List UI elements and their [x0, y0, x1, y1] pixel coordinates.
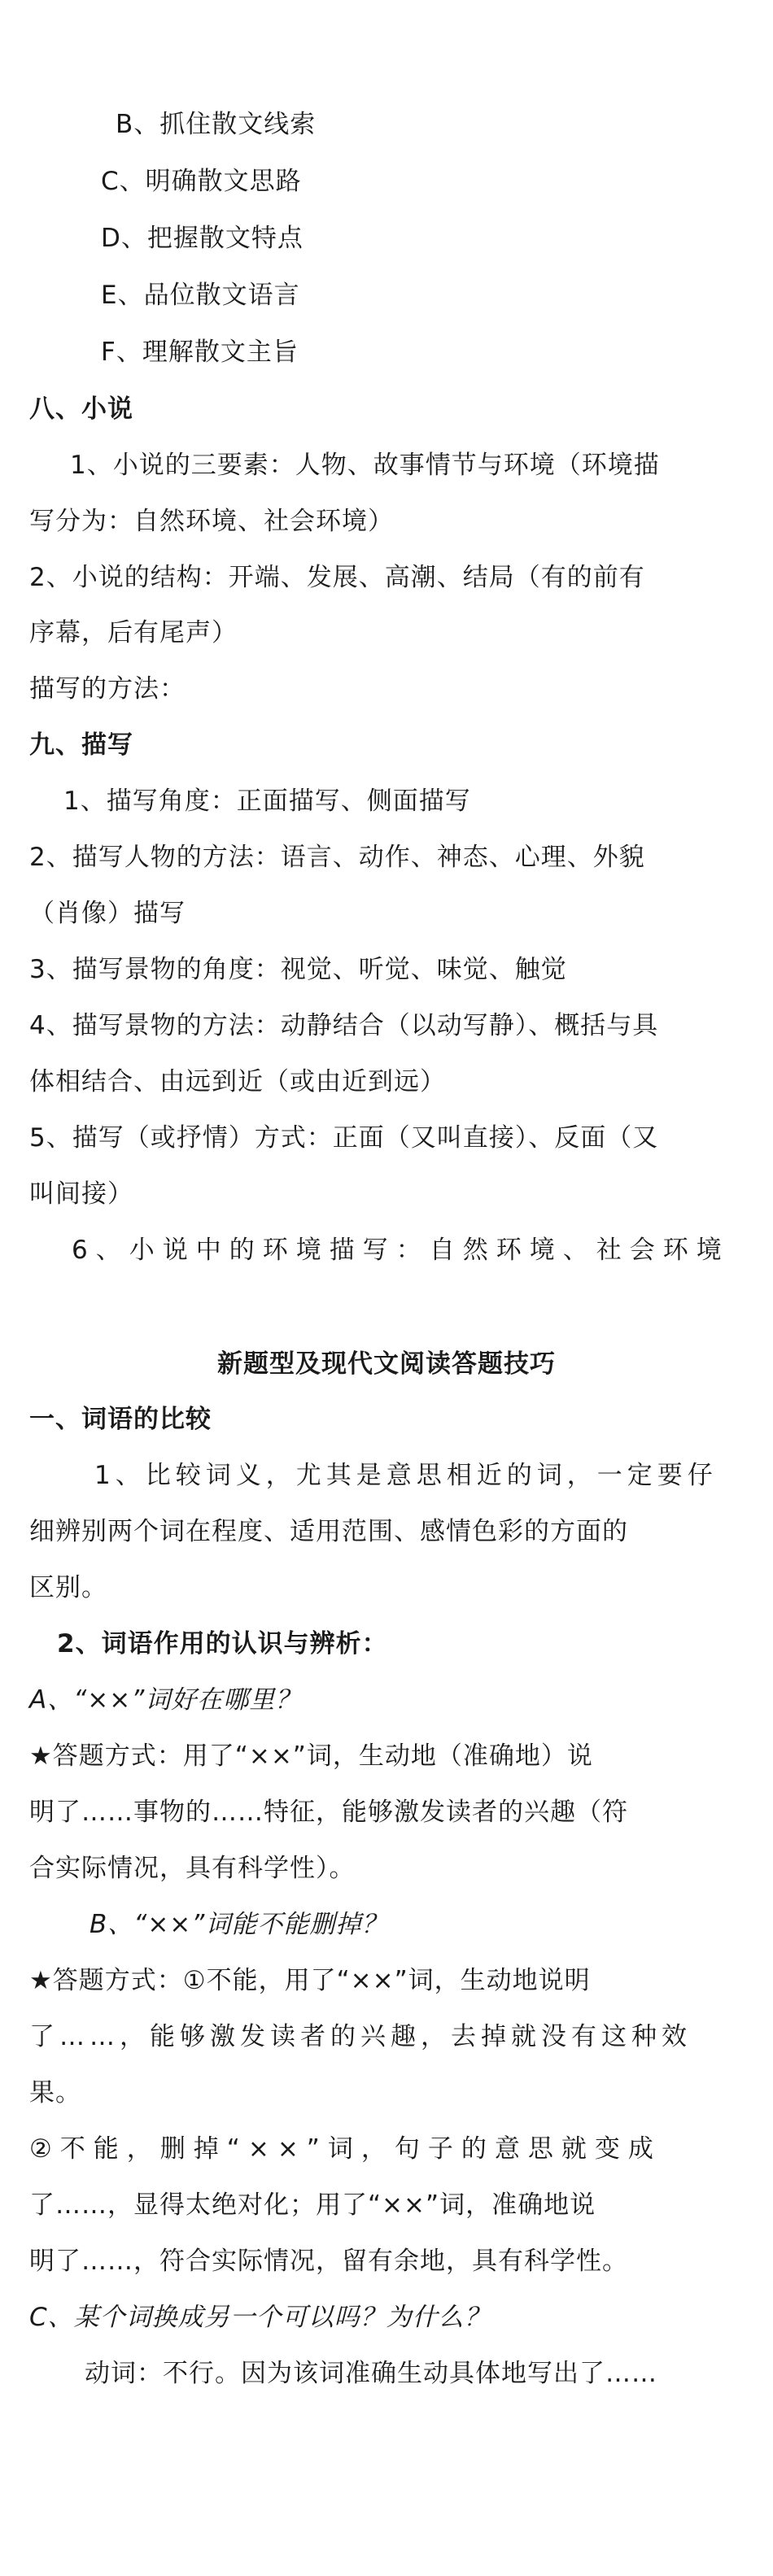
question-a: A、“××”词好在哪里？ — [29, 1685, 302, 1715]
paragraph-line: 体相结合、由远到近（或由近到远） — [29, 1067, 446, 1096]
section-heading-novel: 八、小说 — [29, 394, 133, 424]
paragraph-line: 果。 — [29, 2078, 81, 2107]
paragraph-line: 合实际情况，具有科学性）。 — [29, 1854, 356, 1883]
paragraph-line: 1、描写角度：正面描写、侧面描写 — [63, 787, 471, 816]
subheading-word-function: 2、词语作用的认识与辨析： — [57, 1629, 388, 1658]
option-f: F、理解散文主旨 — [101, 338, 299, 367]
paragraph-line: 了……，显得太绝对化；用了“××”词，准确地说 — [29, 2190, 596, 2220]
paragraph-line: 明了……事物的……特征，能够激发读者的兴趣（符 — [29, 1798, 628, 1827]
option-c: C、明确散文思路 — [101, 167, 302, 196]
option-d: D、把握散文特点 — [101, 224, 304, 253]
option-e: E、品位散文语言 — [101, 281, 300, 310]
paragraph-line: 5、描写（或抒情）方式：正面（又叫直接）、反面（又 — [29, 1123, 659, 1153]
paragraph-line: ★答题方式：用了“××”词，生动地（准确地）说 — [29, 1741, 593, 1771]
paragraph-line: （肖像）描写 — [29, 899, 186, 928]
paragraph-line: ②不能，删掉“××”词，句子的意思就变成 — [29, 2134, 662, 2164]
paragraph-line: 写分为：自然环境、社会环境） — [29, 507, 394, 536]
paragraph-line: 3、描写景物的角度：视觉、听觉、味觉、触觉 — [29, 955, 567, 984]
paragraph-line: 了……，能够激发读者的兴趣，去掉就没有这种效 — [29, 2022, 692, 2051]
option-b: B、抓住散文线索 — [116, 110, 317, 139]
paragraph-line: 1、小说的三要素：人物、故事情节与环境（环境描 — [70, 451, 660, 480]
paragraph-line: 描写的方法： — [29, 674, 186, 704]
paragraph-line: 6、小说中的环境描写：自然环境、社会环境 — [72, 1236, 730, 1265]
paragraph-line: 动词：不行。因为该词准确生动具体地写出了…… — [85, 2359, 657, 2388]
paragraph-line: 叫间接） — [29, 1179, 133, 1209]
question-c: C、某个词换成另一个可以吗？为什么？ — [29, 2303, 491, 2332]
section-heading-description: 九、描写 — [29, 730, 133, 760]
section-heading-word-comparison: 一、词语的比较 — [29, 1405, 212, 1434]
paragraph-line: 1、比较词义，尤其是意思相近的词，一定要仔 — [94, 1461, 718, 1490]
paragraph-line: 2、小说的结构：开端、发展、高潮、结局（有的前有 — [29, 563, 645, 592]
question-b: B、“××”词能不能删掉？ — [90, 1910, 388, 1939]
paragraph-line: 2、描写人物的方法：语言、动作、神态、心理、外貌 — [29, 843, 645, 872]
paragraph-line: 区别。 — [29, 1573, 107, 1602]
paragraph-line: 序幕，后有尾声） — [29, 618, 238, 647]
paragraph-line: 明了……，符合实际情况，留有余地，具有科学性。 — [29, 2247, 628, 2276]
paragraph-line: ★答题方式：①不能，用了“××”词，生动地说明 — [29, 1966, 591, 1995]
page-title: 新题型及现代文阅读答题技巧 — [217, 1349, 556, 1379]
paragraph-line: 4、描写景物的方法：动静结合（以动写静）、概括与具 — [29, 1011, 659, 1040]
paragraph-line: 细辨别两个词在程度、适用范围、感情色彩的方面的 — [29, 1517, 628, 1546]
